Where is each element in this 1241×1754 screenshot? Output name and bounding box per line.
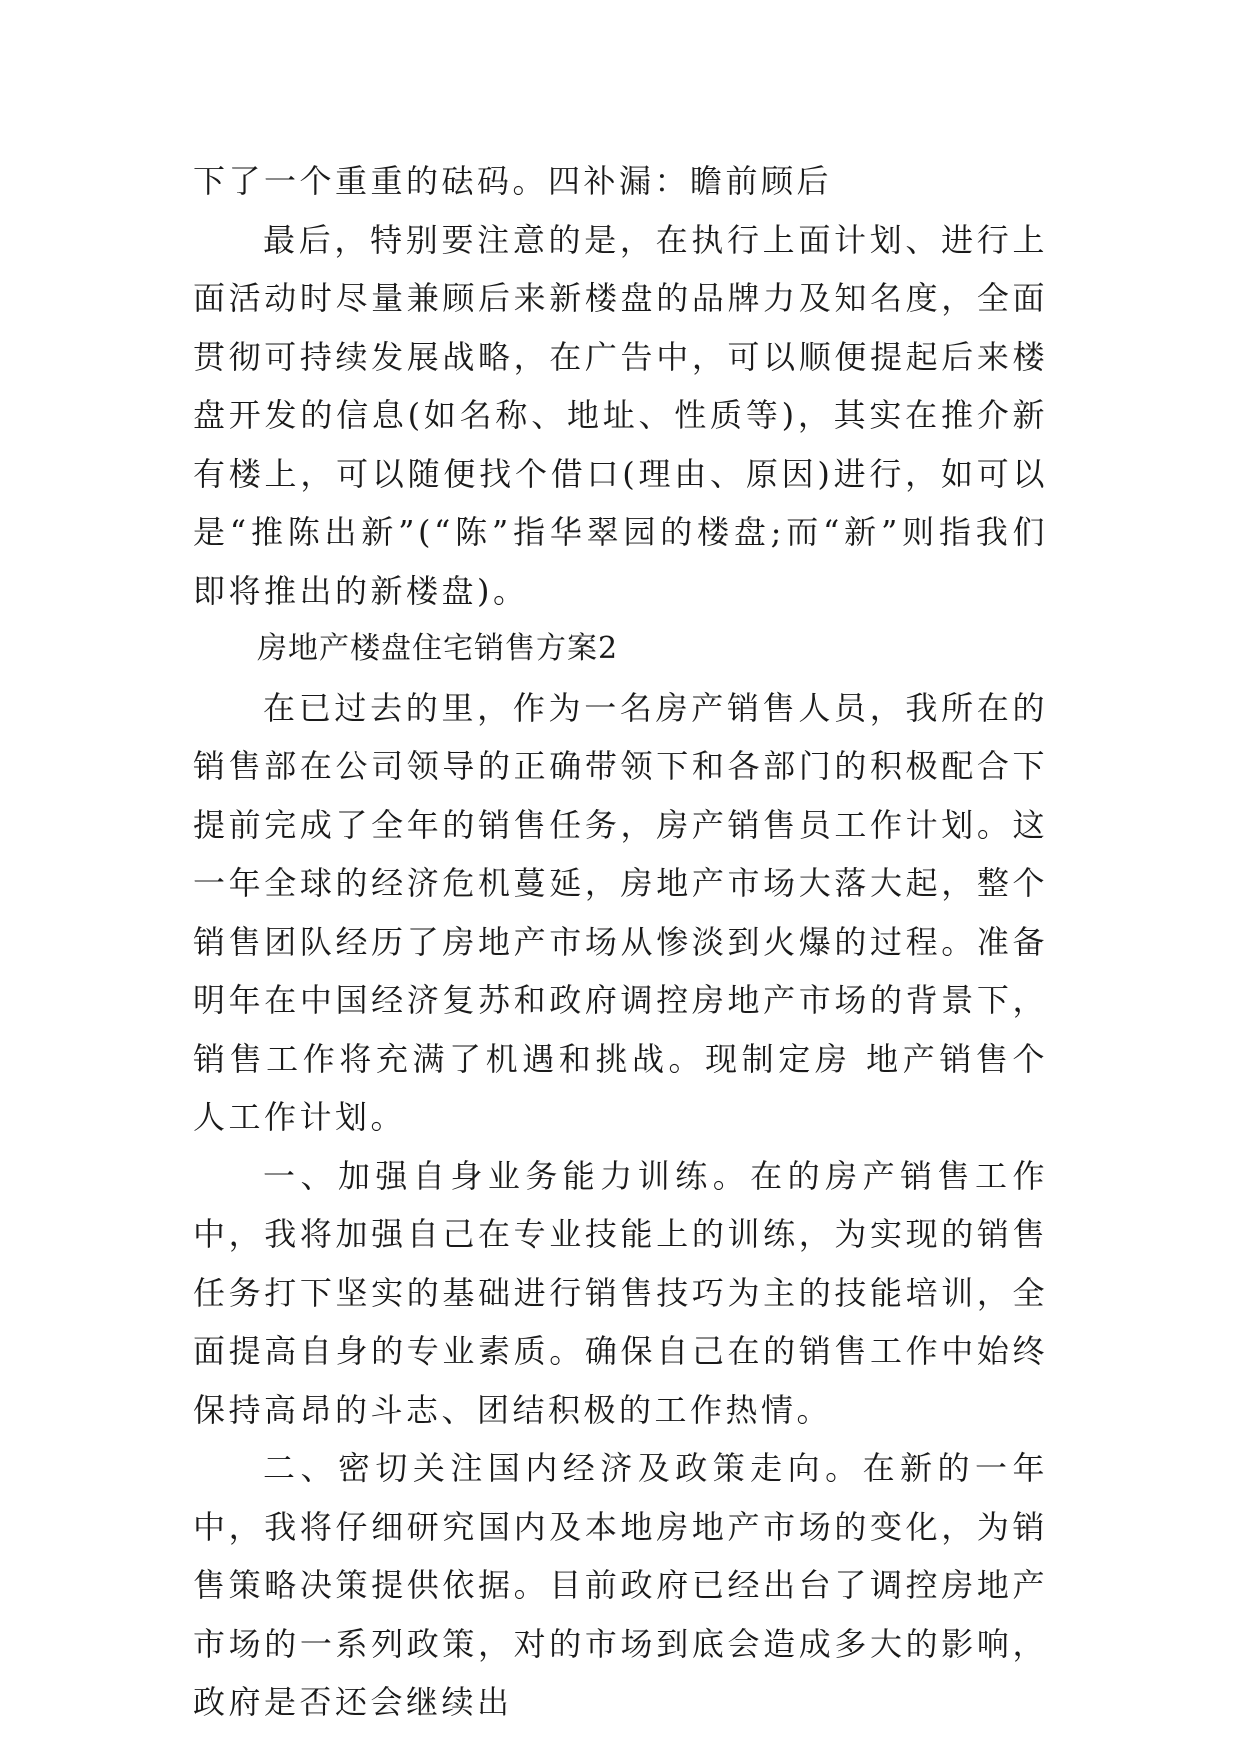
paragraph-item-1: 一、加强自身业务能力训练。在的房产销售工作中，我将加强自己在专业技能上的训练，为实现的销售任务打下坚实的基础进行销售技巧为主的技能培训，全面提高自身的专业素质。确保自己在的销售工作中始终保持高昂的斗志、团结积极的工作热情。 [193, 1156, 1048, 1429]
document-body [193, 152, 1048, 1732]
paragraph-continuation: 下了一个重重的砝码。四补漏：瞻前顾后 [193, 162, 833, 200]
paragraph-final-note: 最后，特别要注意的是，在执行上面计划、进行上面活动时尽量兼顾后来新楼盘的品牌力及知名度，全面贯彻可持续发展战略，在广告中，可以顺便提起后来楼盘开发的信息(如名称、地址、性质等)，其实在推介新有楼上，可以随便找个借口(理由、原因)进行，如可以是“推陈出新”(“陈”指华翠园的楼盘;而“新”则指我们即将推出的新楼盘)。 [193, 220, 1048, 610]
paragraph-intro: 在已过去的里，作为一名房产销售人员，我所在的销售部在公司领导的正确带领下和各部门的积极配合下提前完成了全年的销售任务，房产销售员工作计划。这一年全球的经济危机蔓延，房地产市场大落大起，整个销售团队经历了房地产市场从惨淡到火爆的过程。准备明年在中国经济复苏和政府调控房地产市场的背景下，销售工作将充满了机遇和挑战。现制定房 地产销售个人工作计划。 [193, 688, 1048, 1136]
section-heading: 房地产楼盘住宅销售方案2 [257, 631, 619, 666]
paragraph-item-2: 二、密切关注国内经济及政策走向。在新的一年中，我将仔细研究国内及本地房地产市场的变化，为销售策略决策提供依据。目前政府已经出台了调控房地产市场的一系列政策，对的市场到底会造成多大的影响，政府是否还会继续出 [193, 1449, 1048, 1721]
